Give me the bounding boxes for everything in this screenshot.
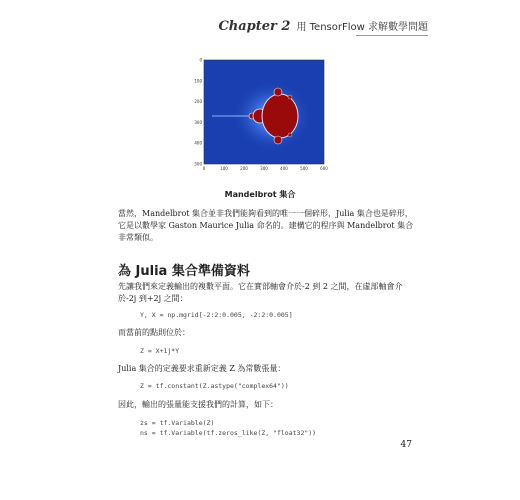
x-tick-label: 500 <box>300 166 308 171</box>
code-mgrid: Y, X = np.mgrid[-2:2:0.005, -2:2:0.005] <box>140 311 293 319</box>
chapter-label: Chapter 2 <box>218 19 291 34</box>
code-zs-variable: zs = tf.Variable(Z) <box>140 419 215 427</box>
y-tick-label: 0 <box>199 57 202 63</box>
code-tf-constant: Z = tf.constant(Z.astype("complex64")) <box>140 382 289 390</box>
x-axis-ticks <box>203 166 329 171</box>
paragraph-current-point: 而當前的點則位於： <box>118 328 190 337</box>
chapter-title: 用 TensorFlow 求解數學問題 <box>296 22 428 33</box>
paragraph-constant-tensor: Julia 集合的定義要求重新定義 Z 為常數張量： <box>118 364 286 373</box>
y-axis-ticks <box>194 58 202 167</box>
code-ns-variable: ns = tf.Variable(tf.zeros_like(Z, "float32")) <box>140 429 317 437</box>
x-tick-label: 400 <box>280 166 288 171</box>
running-header <box>218 18 428 34</box>
page-number: 47 <box>400 440 412 450</box>
y-tick-label: 500 <box>194 161 202 167</box>
figure-caption: Mandelbrot 集合 <box>224 190 296 199</box>
x-tick-label: 200 <box>240 166 248 171</box>
x-tick-label: 600 <box>320 166 328 171</box>
x-tick-label: 100 <box>220 166 228 171</box>
x-tick-label: 0 <box>202 166 206 171</box>
y-tick-label: 300 <box>194 119 202 125</box>
section-title: 為 Julia 集合準備資料 <box>118 264 250 279</box>
y-tick-label: 200 <box>194 99 202 105</box>
code-z-assign: Z = X+1j*Y <box>140 347 180 355</box>
x-tick-label: 300 <box>260 166 268 171</box>
mandelbrot-plot <box>190 56 330 182</box>
y-tick-label: 100 <box>194 78 202 84</box>
header-rule <box>356 35 428 36</box>
paragraph-complex-plane: 先讓我們來定義輸出的複數平面。它在實部軸會介於-2 到 2 之間，在虛部軸會介於-2j 到+2j 之間： <box>118 282 403 303</box>
y-tick-label: 400 <box>194 140 202 146</box>
paragraph-output-tensor: 因此，輸出的張量能支援我們的計算，如下： <box>118 400 278 409</box>
intro-paragraph: 當然，Mandelbrot 集合並非我們能夠看到的唯一一個碎形，Julia 集合也是碎形，它是以數學家 Gaston Maurice Julia 命名的。建構它的程序與 Mandelbrot 集合非常類似。 <box>118 209 414 242</box>
mandelbrot-figure <box>190 56 330 182</box>
